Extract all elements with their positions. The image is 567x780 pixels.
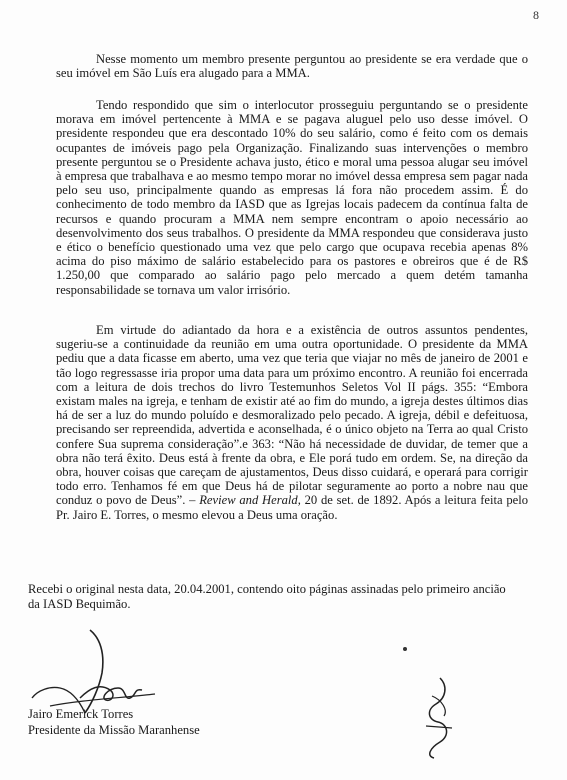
- receipt-note: Recebi o original nesta data, 20.04.2001, contendo oito páginas assinadas pelo primeiro ancião da IASD Bequimão.: [28, 582, 506, 611]
- signatory-name: Jairo Emerick Torres: [28, 707, 134, 721]
- paragraph-question: Nesse momento um membro presente perguntou ao presidente se era verdade que o seu imóvel em São Luís era alugado para a MMA.: [56, 52, 528, 81]
- signatory-title: Presidente da Missão Maranhense: [28, 723, 200, 737]
- handwritten-initials-right: [418, 676, 458, 760]
- closing-text-part-1: Em virtude do adiantado da hora e a existência de outros assuntos pendentes, sugeriu-se a continuidade da reunião em uma outra oportunidade. O presidente da MMA pediu que a data ficasse em aberto, uma vez que teria que viajar no mês de janeiro de 2001 e tão logo regressasse iria propor uma data para um próximo encontro. A reunião foi encerrada com a leitura de dois trechos do livro Testemunhos Seletos Vol II págs. 355: “Embora existam males na igreja, e tenham de existir até ao fim do mundo, a igreja destes últimos dias há de ser a luz do mundo poluído e desmoralizado pelo pecado. A igreja, débil e defeituosa, precisando ser repreendida, advertida e aconselhada, é o único objeto na Terra ao qual Cristo confere Sua suprema consideração”.e 363: “Não há necessidade de duvidar, de temer que a obra não terá êxito. Deus está à frente da obra, e Ele porá tudo em ordem. Se, na direção da obra, houver coisas que careçam de ajustamentos, Deus disso cuidará, e operará para corrigir todo erro. Tenhamos fé em que Deus há de pilotar seguramente ao porto a nobre nau que conduz o povo de Deus”. –: [56, 323, 528, 508]
- signature-block: [28, 706, 200, 738]
- paragraph-response: Tendo respondido que sim o interlocutor prosseguiu perguntando se o presidente morava em imóvel pertencente à MMA e se pagava aluguel pelo uso desse imóvel. O presidente respondeu que era descontado 10% do seu salário, como é feito com os demais ocupantes de imóveis pago pela Organização. Finalizando suas intervenções o membro presente perguntou se o Presidente achava justo, ético e moral uma pessoa alugar seu imóvel à empresa que trabalhava e ao mesmo tempo morar no imóvel dessa empresa sem pagar nada pelo seu uso, principalmente quando as empresas lá fora não procedem assim. É do conhecimento de todo membro da IASD que as Igrejas locais padecem da contínua falta de recursos e quando procuram a MMA nem sempre encontram o apoio necessário ao desenvolvimento dos seus trabalhos. O presidente da MMA respondeu que considerava justo e ético o benefício questionado uma vez que pelo cargo que ocupava recebia apenas 8% acima do piso máximo de salário estabelecido para os pastores e obreiros que é de R$ 1.250,00 que comparado ao salário pago pelo mercado a quem detém tamanha responsabilidade se tornava um valor irrisório.: [56, 98, 528, 297]
- review-and-herald-citation: Review and Herald,: [199, 493, 301, 508]
- paragraph-closing: [56, 323, 528, 522]
- handwritten-signature-left: [30, 628, 160, 718]
- closing-text-part-2: 20 de set. de 1892. Após a leitura feita pelo Pr. Jairo E. Torres, o mesmo elevou a Deus uma oração.: [56, 493, 529, 522]
- ink-dot: [403, 647, 407, 651]
- page-number: 8: [533, 8, 539, 22]
